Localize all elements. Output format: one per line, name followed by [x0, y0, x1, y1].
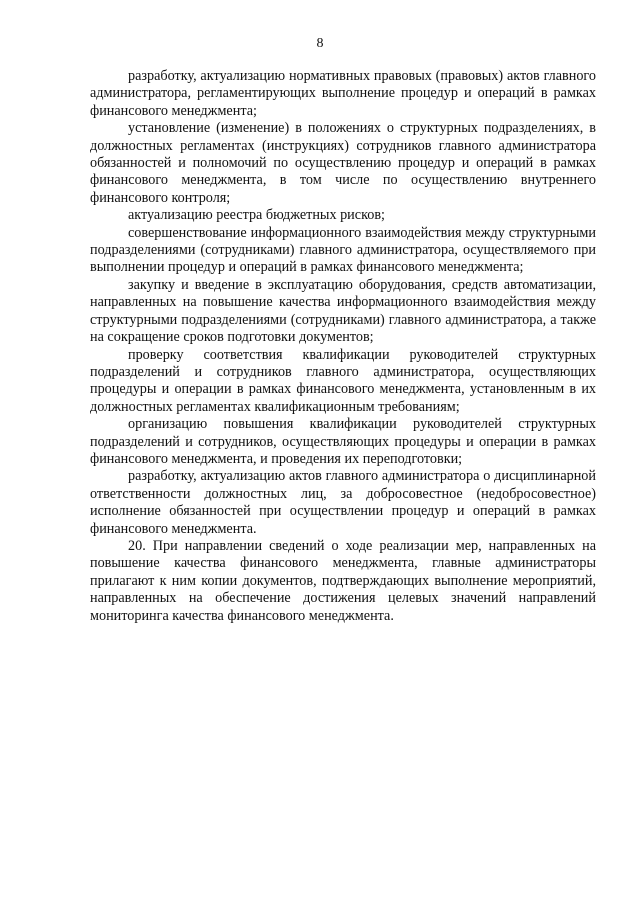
- paragraph-duties-establishment: установление (изменение) в положениях о структурных подразделениях, в должностных регламентах (инструкциях) сотрудников главного администратора обязанностей и полномочий по осуществлению процедур и операций в рамках финансового менеджмента, в том числе по осуществлению внутреннего финансового контроля;: [90, 120, 596, 206]
- paragraph-equipment-procurement: закупку и введение в эксплуатацию оборудования, средств автоматизации, направленных на повышение качества информационного взаимодействия между структурными подразделениями (сотрудниками) главного администратора, а также на сокращение сроков подготовки документов;: [90, 276, 596, 346]
- paragraph-disciplinary-acts: разработку, актуализацию актов главного администратора о дисциплинарной ответственности должностных лиц, за добросовестное (недобросовестное) исполнение обязанностей при осуществлении процедур и операций в рамках финансового менеджмента.: [90, 468, 596, 537]
- page-number: 8: [316, 36, 324, 51]
- document-body: [90, 68, 596, 625]
- paragraph-item-20: 20. При направлении сведений о ходе реализации мер, направленных на повышение качества финансового менеджмента, главные администраторы прилагают к ним копии документов, подтверждающих выполнение мероприятий, направленных на обеспечение достижения целевых значений направлений мониторинга качества финансового менеджмента.: [90, 537, 596, 624]
- paragraph-training-organization: организацию повышения квалификации руководителей структурных подразделений и сотрудников, осуществляющих процедуры и операции в рамках финансового менеджмента, и проведения их переподготовки;: [90, 416, 596, 467]
- paragraph-regulations-development: разработку, актуализацию нормативных правовых (правовых) актов главного администратора, регламентирующих выполнение процедур и операций в рамках финансового менеджмента;: [90, 68, 596, 119]
- paragraph-risk-registry: актуализацию реестра бюджетных рисков;: [128, 207, 385, 224]
- paragraph-qualification-check: проверку соответствия квалификации руководителей структурных подразделений и сотрудников главного администратора, осуществляющих процедуры и операции в рамках финансового менеджмента, установленным в их должностных регламентах квалификационным требованиям;: [90, 346, 596, 415]
- paragraph-information-interaction: совершенствование информационного взаимодействия между структурными подразделениями (сотрудниками) главного администратора, осуществляемого при выполнении процедур и операций в рамках финансового менеджмента;: [90, 224, 596, 276]
